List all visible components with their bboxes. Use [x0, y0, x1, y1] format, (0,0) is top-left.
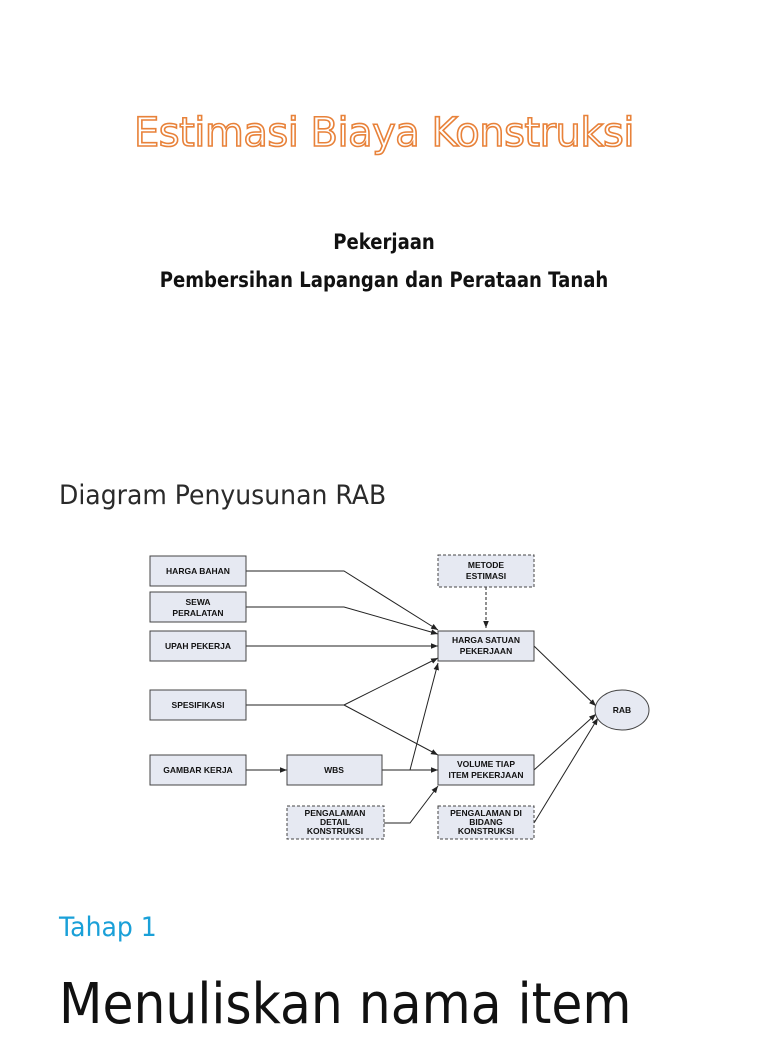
edge-volume-rab	[534, 714, 596, 770]
node-label: SEWA	[185, 597, 211, 607]
node-label: KONSTRUKSI	[306, 826, 364, 836]
node-label: UPAH PEKERJA	[165, 641, 231, 651]
node-harga-satuan	[438, 631, 534, 661]
edge-harga-rab	[534, 646, 596, 706]
node-label: PENGALAMAN	[304, 808, 366, 818]
step-text: Menuliskan nama item	[59, 972, 632, 1037]
subtitle-line-2: Pembersihan Lapangan dan Perataan Tanah	[159, 268, 609, 292]
section-heading: Diagram Penyusunan RAB	[59, 480, 387, 511]
node-sewa-peralatan	[150, 592, 246, 622]
subtitle-line-1: Pekerjaan	[333, 230, 435, 254]
node-label: PENGALAMAN DI	[450, 808, 522, 818]
page-title: Estimasi Biaya Konstruksi	[133, 110, 635, 156]
node-label: KONSTRUKSI	[457, 826, 515, 836]
node-label: HARGA SATUAN	[452, 635, 520, 645]
node-wbs	[287, 755, 382, 785]
node-rab	[595, 690, 649, 730]
node-gambar-kerja	[150, 755, 246, 785]
edge-wbs-harga	[410, 663, 438, 770]
edge-spesifikasi-volume	[344, 705, 438, 755]
node-label: PEKERJAAN	[459, 646, 513, 656]
node-pengalaman-detail	[287, 806, 384, 839]
edge-pengalaman-bidang-rab	[534, 718, 598, 823]
edge-sewa-peralatan	[246, 607, 438, 634]
node-label: SPESIFIKASI	[171, 700, 225, 710]
node-label: WBS	[324, 765, 344, 775]
edge-pengalaman-detail	[384, 786, 438, 823]
node-label: PERALATAN	[172, 608, 224, 618]
node-label: ESTIMASI	[465, 571, 507, 581]
node-label: ITEM PEKERJAAN	[448, 770, 524, 780]
step-label: Tahap 1	[59, 912, 157, 943]
node-label: HARGA BAHAN	[166, 566, 230, 576]
node-label: METODE	[467, 560, 505, 570]
node-label: BIDANG	[469, 817, 503, 827]
node-upah-pekerja	[150, 631, 246, 661]
node-harga-bahan	[150, 556, 246, 586]
node-pengalaman-bidang	[438, 806, 534, 839]
node-volume-tiap	[438, 755, 534, 785]
node-label: VOLUME TIAP	[456, 759, 516, 769]
edge-harga-bahan	[246, 571, 438, 630]
node-label: GAMBAR KERJA	[163, 765, 233, 775]
node-spesifikasi	[150, 690, 246, 720]
node-label: RAB	[612, 705, 632, 715]
edge-spesifikasi-harga	[344, 658, 438, 705]
node-label: DETAIL	[319, 817, 351, 827]
node-metode-estimasi	[438, 555, 534, 587]
